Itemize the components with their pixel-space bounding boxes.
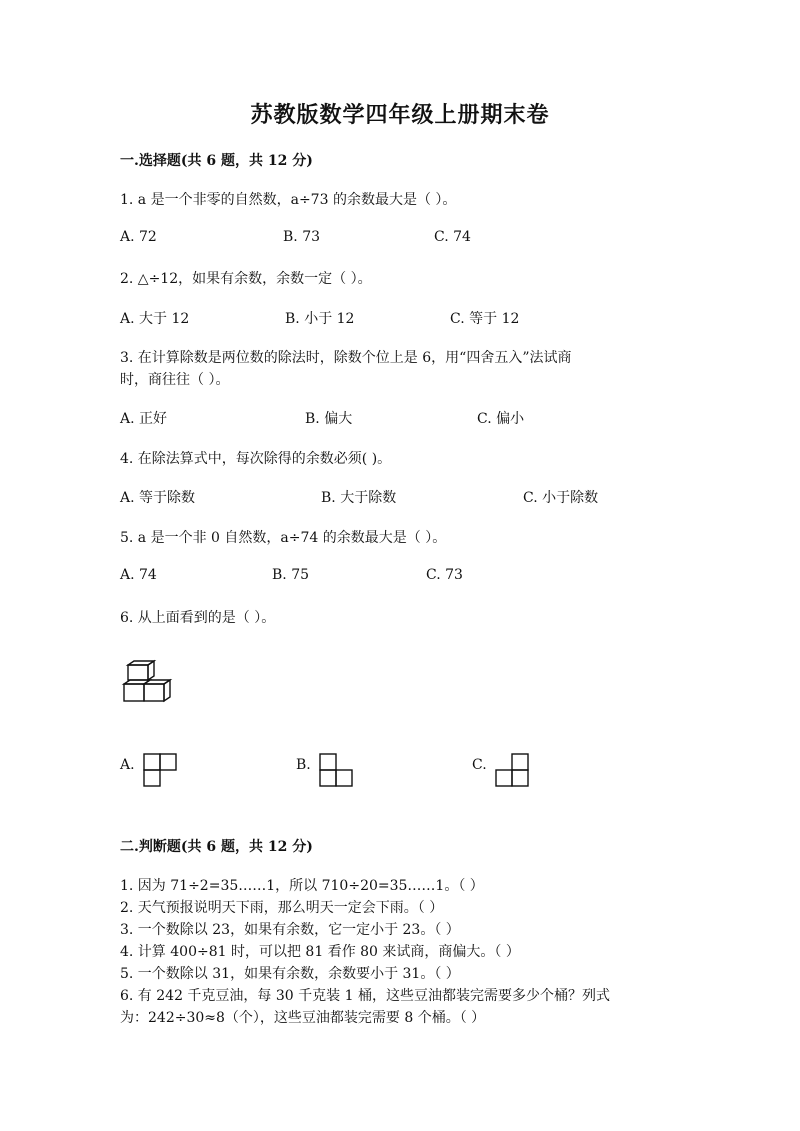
q6-option-b-shape bbox=[318, 752, 358, 788]
q2-option-b: B. 小于 12 bbox=[285, 311, 355, 327]
judge-item-5: 5. 一个数除以 31，如果有余数，余数要小于 31。（ ） bbox=[120, 966, 460, 982]
q5-option-a: A. 74 bbox=[120, 567, 157, 583]
q6-option-c: C. bbox=[472, 757, 487, 773]
q5-option-b: B. 75 bbox=[272, 567, 310, 583]
question-5: 5. a 是一个非 0 自然数，a÷74 的余数最大是（ ）。 bbox=[120, 530, 447, 546]
q4-option-a: A. 等于除数 bbox=[120, 490, 196, 506]
q6-option-c-shape bbox=[494, 752, 534, 788]
judge-item-6-line-2: 为：242÷30≈8（个），这些豆油都装完需要 8 个桶。（ ） bbox=[120, 1010, 486, 1026]
cube-stack-figure bbox=[120, 660, 190, 710]
judge-item-2: 2. 天气预报说明天下雨，那么明天一定会下雨。（ ） bbox=[120, 900, 444, 916]
question-6: 6. 从上面看到的是（ ）。 bbox=[120, 610, 276, 626]
question-3-line-2: 时，商往往（ ）。 bbox=[120, 372, 230, 388]
judge-item-3: 3. 一个数除以 23，如果有余数，它一定小于 23。（ ） bbox=[120, 922, 460, 938]
section-heading-judge: 二.判断题(共 6 题，共 12 分) bbox=[120, 839, 313, 855]
q3-option-b: B. 偏大 bbox=[305, 411, 353, 427]
q3-option-c: C. 偏小 bbox=[477, 411, 525, 427]
q6-option-a: A. bbox=[120, 757, 135, 773]
q1-option-a: A. 72 bbox=[120, 229, 157, 245]
judge-item-6-line-1: 6. 有 242 千克豆油，每 30 千克装 1 桶，这些豆油都装完需要多少个桶？列式 bbox=[120, 988, 610, 1004]
q3-option-a: A. 正好 bbox=[120, 411, 168, 427]
q4-option-b: B. 大于除数 bbox=[321, 490, 397, 506]
q1-option-b: B. 73 bbox=[283, 229, 321, 245]
judge-item-4: 4. 计算 400÷81 时，可以把 81 看作 80 来试商，商偏大。（ ） bbox=[120, 944, 520, 960]
q1-option-c: C. 74 bbox=[434, 229, 471, 245]
q6-option-a-shape bbox=[142, 752, 182, 788]
question-3-line-1: 3. 在计算除数是两位数的除法时，除数个位上是 6，用“四舍五入”法试商 bbox=[120, 350, 572, 366]
question-4: 4. 在除法算式中，每次除得的余数必须( )。 bbox=[120, 451, 392, 467]
q2-option-c: C. 等于 12 bbox=[450, 311, 520, 327]
page-title: 苏教版数学四年级上册期末卷 bbox=[250, 102, 550, 128]
q5-option-c: C. 73 bbox=[426, 567, 463, 583]
q6-option-b: B. bbox=[296, 757, 311, 773]
question-1: 1. a 是一个非零的自然数，a÷73 的余数最大是（ ）。 bbox=[120, 192, 457, 208]
q2-option-a: A. 大于 12 bbox=[120, 311, 190, 327]
question-2: 2. △÷12，如果有余数，余数一定（ ）。 bbox=[120, 271, 372, 287]
section-heading-choice: 一.选择题(共 6 题，共 12 分) bbox=[120, 153, 313, 169]
q4-option-c: C. 小于除数 bbox=[523, 490, 599, 506]
judge-item-1: 1. 因为 71÷2=35……1，所以 710÷20=35……1。（ ） bbox=[120, 878, 484, 894]
